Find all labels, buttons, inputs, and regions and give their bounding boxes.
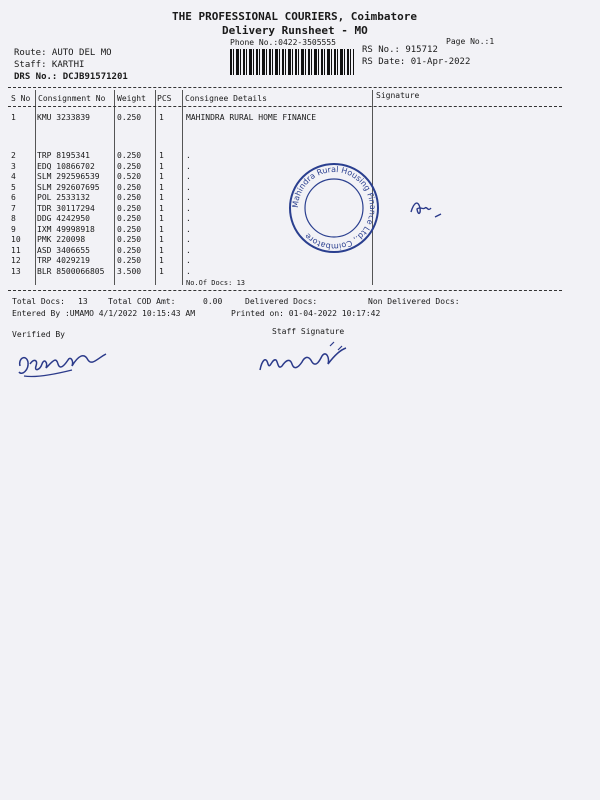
row-pcs: 1 [159, 193, 164, 202]
row-pcs: 1 [159, 203, 164, 213]
row-weight: 0.250 [117, 256, 142, 265]
row-sno: 13 [11, 266, 21, 276]
row-pcs: 1 [159, 224, 164, 234]
table-row [0, 256, 600, 267]
row-consignment: EDQ 10866702 [37, 161, 95, 171]
row-weight: 0.250 [117, 214, 142, 223]
document-title: Delivery Runsheet - MO [222, 24, 368, 37]
row-pcs: 1 [159, 161, 164, 171]
page-number: Page No.:1 [446, 37, 495, 46]
row-pcs: 1 [159, 214, 164, 223]
column-header-consignee: Consignee Details [185, 94, 267, 103]
row-sno: 7 [11, 203, 16, 213]
divider [8, 106, 562, 107]
rs-date: RS Date: 01-Apr-2022 [362, 57, 471, 67]
divider [8, 290, 562, 291]
column-header-consignment: Consignment No [38, 94, 106, 103]
row-pcs: 1 [159, 182, 164, 192]
row-pcs: 1 [159, 172, 164, 181]
row-consignee: . [186, 266, 191, 276]
row-weight: 0.250 [117, 113, 142, 122]
row-consignment: SLM 292607695 [37, 182, 100, 192]
row-sno: 9 [11, 224, 16, 234]
row-pcs: 1 [159, 151, 164, 160]
row-consignee: . [186, 235, 191, 244]
row-sno: 8 [11, 214, 16, 223]
table-row [0, 267, 600, 278]
staff: Staff: KARTHI [14, 60, 85, 70]
staff-signature-label: Staff Signature [272, 327, 345, 336]
row-consignment: PMK 220098 [37, 235, 86, 244]
row-consignment: IXM 49998918 [37, 224, 95, 234]
row-consignee: . [186, 224, 191, 234]
row-weight: 0.520 [117, 172, 142, 181]
row-pcs: 1 [159, 235, 164, 244]
row-weight: 0.250 [117, 245, 142, 255]
divider [8, 87, 562, 88]
row-weight: 0.250 [117, 182, 142, 192]
rs-number: RS No.: 915712 [362, 45, 438, 55]
verified-signature [16, 342, 114, 384]
row-consignment: TRP 8195341 [37, 151, 90, 160]
total-docs-value: 13 [78, 297, 88, 306]
column-header-weight: Weight [117, 94, 146, 103]
row-weight: 0.250 [117, 161, 142, 171]
company-title: THE PROFESSIONAL COURIERS, Coimbatore [172, 10, 418, 23]
row-sno: 5 [11, 182, 16, 192]
row-pcs: 1 [159, 245, 164, 255]
row-consignee: . [186, 182, 191, 192]
staff-signature [256, 340, 354, 380]
drs-number: DRS No.: DCJB91571201 [14, 72, 128, 82]
row-sno: 12 [11, 256, 21, 265]
row-sno: 3 [11, 161, 16, 171]
consignee-signature [408, 196, 444, 224]
no-of-docs: No.Of Docs: 13 [186, 279, 246, 287]
row-consignee: . [186, 151, 191, 160]
row-weight: 0.250 [117, 151, 142, 160]
column-header-signature: Signature [376, 91, 420, 100]
row-weight: 0.250 [117, 203, 142, 213]
printed-on: Printed on: 01-04-2022 10:17:42 [231, 309, 381, 318]
row-consignment: KMU 3233839 [37, 113, 90, 122]
row-sno: 11 [11, 245, 21, 255]
row-pcs: 1 [159, 256, 164, 265]
row-consignee: . [186, 161, 191, 171]
route: Route: AUTO DEL MO [14, 48, 112, 58]
row-consignee: . [186, 193, 191, 202]
row-consignee: MAHINDRA RURAL HOME FINANCE [186, 113, 317, 122]
column-header-sno: S No [11, 94, 31, 103]
non-delivered-docs: Non Delivered Docs: [368, 297, 460, 306]
row-consignee: . [186, 203, 191, 213]
row-weight: 0.250 [117, 193, 142, 202]
barcode [230, 49, 354, 75]
total-cod-value: 0.00 [203, 297, 223, 306]
verified-by-label: Verified By [12, 330, 65, 339]
row-consignment: TDR 30117294 [37, 203, 95, 213]
row-consignee: . [186, 245, 191, 255]
row-consignment: SLM 292596539 [37, 172, 100, 181]
row-sno: 6 [11, 193, 16, 202]
row-pcs: 1 [159, 266, 164, 276]
row-weight: 0.250 [117, 235, 142, 244]
entered-by: Entered By :UMAMO 4/1/2022 10:15:43 AM [12, 309, 196, 318]
row-consignment: ASD 3406655 [37, 245, 90, 255]
row-consignment: DDG 4242950 [37, 214, 90, 223]
row-sno: 10 [11, 235, 21, 244]
company-stamp [286, 160, 382, 256]
row-pcs: 1 [159, 113, 164, 122]
column-header-pcs: PCS [157, 94, 172, 103]
row-consignment: BLR 8500066805 [37, 266, 105, 276]
row-consignee: . [186, 214, 191, 223]
row-sno: 1 [11, 113, 16, 122]
row-consignee: . [186, 172, 191, 181]
svg-text:Mahindra Rural Housing Finance: Mahindra Rural Housing Finance Ltd., Coimbatore [290, 164, 378, 252]
row-consignment: POL 2533132 [37, 193, 90, 202]
delivered-docs: Delivered Docs: [245, 297, 318, 306]
row-sno: 2 [11, 151, 16, 160]
row-consignment: TRP 4029219 [37, 256, 90, 265]
total-docs-label: Total Docs: [12, 297, 65, 306]
row-weight: 3.500 [117, 266, 142, 276]
phone-number: Phone No.:0422-3505555 [230, 38, 336, 47]
total-cod-label: Total COD Amt: [108, 297, 176, 306]
row-consignee: . [186, 256, 191, 265]
row-weight: 0.250 [117, 224, 142, 234]
table-row [0, 113, 600, 124]
row-sno: 4 [11, 172, 16, 181]
